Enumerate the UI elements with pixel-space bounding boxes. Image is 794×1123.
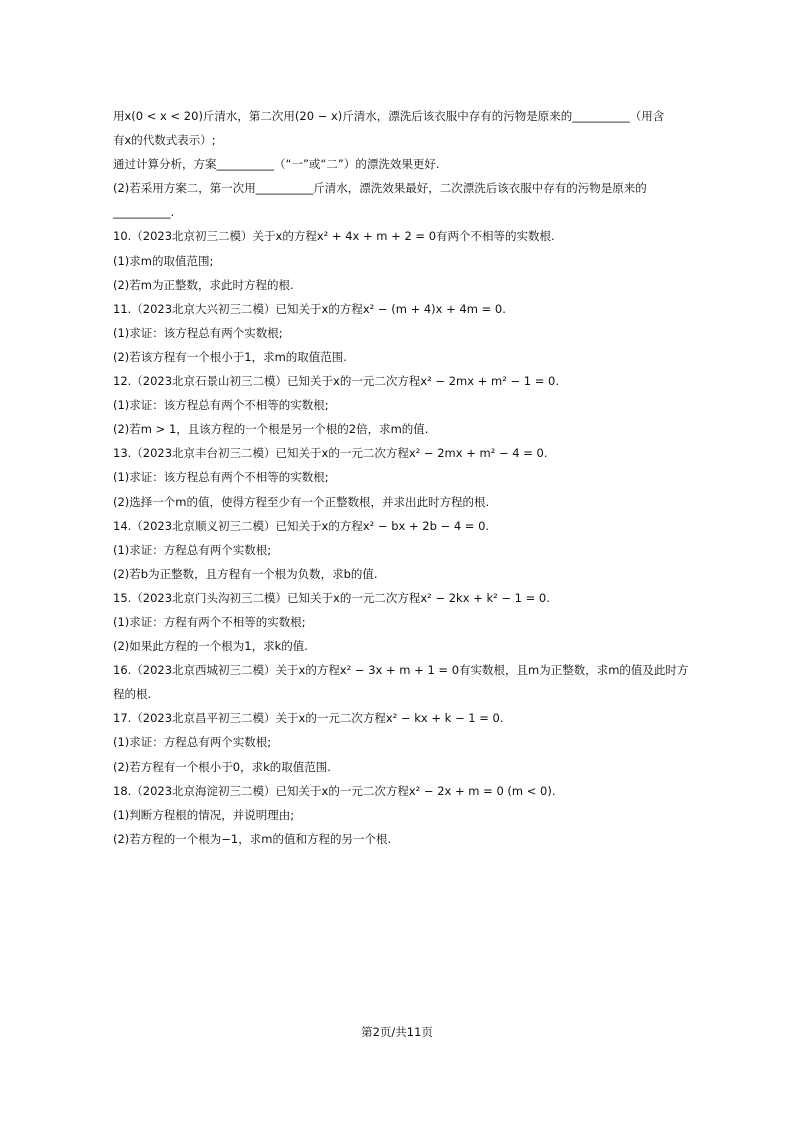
problem-17-title: 17.（2023北京昌平初三二模）关于x的一元二次方程x² − kx + k − 1 = 0. (113, 711, 504, 726)
text-line: __________. (113, 205, 175, 220)
problem-15-title: 15.（2023北京门头沟初三二模）已知关于x的一元二次方程x² − 2kx + k² − 1 = 0. (113, 590, 550, 605)
problem-18-title: 18.（2023北京海淀初三二模）已知关于x的一元二次方程x² − 2x + m = 0 (m < 0). (113, 783, 556, 798)
text-line: (2)若采用方案二，第一次用__________斤清水，漂洗效果最好，二次漂洗后该衣服中存有的污物是原来的 (113, 181, 647, 196)
problem-13-title: 13.（2023北京丰台初三二模）已知关于x的一元二次方程x² − 2mx + m² − 4 = 0. (113, 446, 548, 461)
text-line: (1)求证：该方程总有两个不相等的实数根; (113, 398, 329, 413)
text-line: (1)求证：该方程总有两个实数根; (113, 325, 283, 340)
text-line: (2)若m > 1，且该方程的一个根是另一个根的2倍，求m的值. (113, 422, 429, 437)
text-line: 有x的代数式表示）; (113, 133, 216, 148)
page-content (113, 104, 713, 851)
problem-16-title: 16.（2023北京西城初三二模）关于x的方程x² − 3x + m + 1 = 0有实数根，且m为正整数，求m的值及此时方 (113, 663, 689, 678)
text-line: (2)选择一个m的值，使得方程至少有一个正整数根，并求出此时方程的根. (113, 494, 490, 509)
text-line: 用x(0 < x < 20)斤清水，第二次用(20 − x)斤清水，漂洗后该衣服中存有的污物是原来的__________（用含 (113, 109, 665, 123)
text-line: (1)求证：方程总有两个实数根; (113, 542, 272, 557)
text-line: (2)若m为正整数，求此时方程的根. (113, 277, 294, 292)
text-line: (2)若b为正整数，且方程有一个根为负数，求b的值. (113, 566, 378, 581)
problem-12-title: 12.（2023北京石景山初三二模）已知关于x的一元二次方程x² − 2mx + m² − 1 = 0. (113, 374, 559, 389)
text-line: (1)判断方程根的情况，并说明理由; (113, 807, 295, 822)
text-line: 程的根. (113, 687, 152, 702)
text-line: (1)求m的取值范围; (113, 253, 214, 268)
text-line: 通过计算分析，方案__________（“一”或“二”）的漂洗效果更好. (113, 157, 440, 172)
problem-11-title: 11.（2023北京大兴初三二模）已知关于x的方程x² − (m + 4)x + 4m = 0. (113, 301, 506, 316)
text-line: (2)如果此方程的一个根为1，求k的值. (113, 639, 308, 654)
text-line: (1)求证：方程有两个不相等的实数根; (113, 614, 306, 629)
text-line: (1)求证：方程总有两个实数根; (113, 735, 272, 750)
problem-10-title: 10.（2023北京初三二模）关于x的方程x² + 4x + m + 2 = 0有两个不相等的实数根. (113, 229, 555, 244)
text-line: (2)若方程的一个根为−1，求m的值和方程的另一个根. (113, 831, 392, 846)
text-line: (2)若方程有一个根小于0，求k的取值范围. (113, 759, 331, 774)
problem-14-title: 14.（2023北京顺义初三二模）已知关于x的方程x² − bx + 2b − 4 = 0. (113, 518, 490, 533)
page-number: 第2页/共11页 (361, 1025, 433, 1039)
text-line: (2)若该方程有一个根小于1，求m的取值范围. (113, 349, 347, 364)
text-line: (1)求证：该方程总有两个不相等的实数根; (113, 470, 329, 485)
